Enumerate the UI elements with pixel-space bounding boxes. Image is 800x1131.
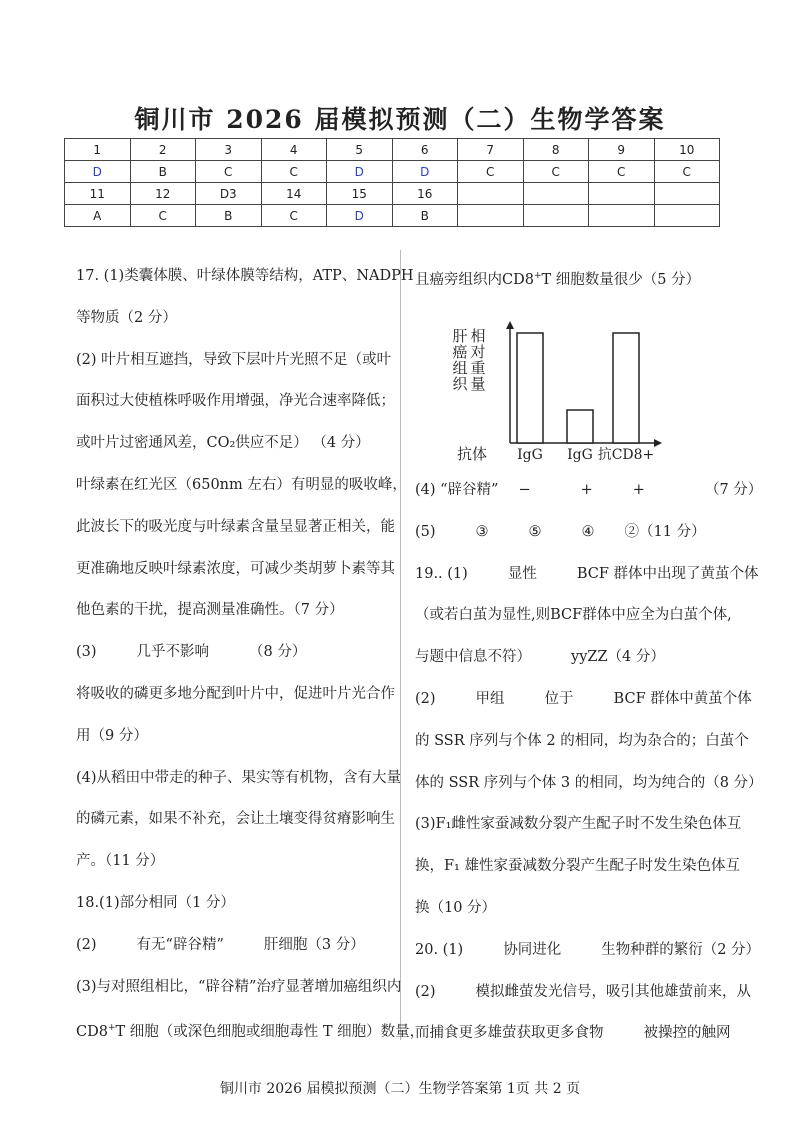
q18-4-value: + [632,482,645,498]
q18-4-line [415,470,763,512]
q20-2-answer: 模拟雌萤发光信号，吸引其他雄萤前来，从 [475,983,752,1000]
category-label: IgG [517,447,543,463]
q18-3-text: 且癌旁组织内CD8 [415,271,534,288]
q19-1-reason: 与题中信息不符） [415,649,531,666]
q18-5-item: ②（11 分） [624,523,706,540]
q19-2-answer: 位于 [544,690,574,707]
q18-2-number: (2) [76,936,97,953]
answer-table-cell: D [65,161,131,183]
answer-table-cell: 9 [589,139,655,161]
bar-2 [613,333,639,443]
answer-table-cell: C [458,161,524,183]
q20-line [415,1013,735,1055]
answer-table-cell: 5 [327,139,393,161]
q17-3-score: （8 分） [249,644,307,661]
answer-table-cell: 3 [196,139,262,161]
q17-line: 更准确地反映叶绿素浓度，可减少类胡萝卜素等其 [76,560,395,577]
q17-3-answer: 几乎不影响 [136,644,210,661]
answer-table-cell: A [65,205,131,227]
q19-2-number: (2) [415,690,436,707]
answer-table-row [65,205,720,227]
answer-table-cell: 8 [523,139,589,161]
answer-table-cell: C [196,161,262,183]
q19-1-number: 19.. (1) [415,565,468,582]
q20-2-number: (2) [415,983,436,1000]
answer-table-cell: 2 [130,139,196,161]
q17-line: 等物质（2 分） [76,309,177,326]
answer-table-cell: 14 [261,183,327,205]
right-column-lower [415,470,763,1055]
answer-table-cell: C [130,205,196,227]
q18-5-item: ③ [475,523,489,540]
answer-table-cell [654,205,720,227]
answer-table-cell: 10 [654,139,720,161]
bar-chart [432,315,732,475]
y-axis-arrow [506,321,514,329]
q19-line: 的 SSR 序列与个体 2 的相同，均为杂合的；白茧个 [415,732,749,749]
q17-line: 将吸收的磷更多地分配到叶片中，促进叶片光合作 [76,685,395,702]
q19-line: （或若白茧为显性,则BCF群体中应全为白茧个体, [415,607,732,624]
q19-line: 换（10 分） [415,899,497,916]
q19-line: 体的 SSR 序列与个体 3 的相同，均为纯合的（8 分） [415,774,763,791]
q18-5-item: ⑤ [528,523,542,540]
q17-line: (4)从稻田中带走的种子、果实等有机物，含有大量 [76,769,402,786]
q19-2-answer: 甲组 [475,690,505,707]
q19-line [415,637,735,679]
q18-line: (3)与对照组相比，“辟谷精”治疗显著增加癌组织内 [76,978,402,995]
answer-table-cell: C [261,161,327,183]
answer-table-cell: 16 [392,183,458,205]
answer-table-row [65,139,720,161]
q17-3-number: (3) [76,644,97,661]
q19-2-reason: BCF 群体中黄茧个体 [613,690,752,707]
answer-table-cell [589,183,655,205]
q18-line [415,256,735,302]
superscript: + [533,271,542,281]
answer-table-cell [523,183,589,205]
q17-line: 此波长下的吸光度与叶绿素含量呈显著正相关，能 [76,518,395,535]
q19-line: 换，F₁ 雄性家蚕减数分裂产生配子时发生染色体互 [415,858,740,875]
answer-table-cell: 7 [458,139,524,161]
q20-1-answer: 协同进化 [503,941,562,958]
answer-table-cell: C [589,161,655,183]
answer-table-cell: C [523,161,589,183]
answer-table-cell [458,183,524,205]
x-axis-arrow [654,439,662,447]
answer-table-cell: B [392,205,458,227]
q18-4-value: − [518,482,531,498]
answer-table-cell: 6 [392,139,458,161]
q18-4-score: （7 分） [704,482,763,498]
page-title: 铜川市 2026 届模拟预测（二）生物学答案 [134,105,666,134]
q18-2-answer-b: 肝细胞（3 分） [263,936,365,953]
q18-4-label: (4) “辟谷精” [415,482,499,498]
q18-2-answer-a: 有无“辟谷精” [136,936,224,953]
category-label: IgG [567,447,593,463]
answer-table-cell: D [392,161,458,183]
q19-1-genotype: yyZZ（4 分） [571,649,665,666]
left-column [76,256,425,1054]
answer-table-row [65,161,720,183]
q17-line: 或叶片过密通风差，CO₂供应不足） （4 分） [76,435,370,452]
q18-4-value: + [580,482,593,498]
cd8-text: CD8 [76,1024,108,1041]
q18-5-item: ④ [581,523,595,540]
page-footer: 铜川市 2026 届模拟预测（二）生物学答案第 1页 共 2 页 [219,1081,581,1097]
answer-table-cell: 12 [130,183,196,205]
q17-line: (2) 叶片相互遮挡，导致下层叶片光照不足（或叶 [76,351,392,368]
answer-table-cell: 1 [65,139,131,161]
y-axis-label: 相对重量 [470,327,486,393]
superscript: + [107,1023,116,1034]
q19-1-reason: BCF 群体中出现了黄茧个体 [576,565,759,582]
bar-0 [517,333,543,443]
q17-line: 的磷元素，如果不补充，会让土壤变得贫瘠影响生 [76,811,395,828]
q20-line [415,972,752,1014]
q18-3-text: T 细胞数量很少（5 分） [541,271,701,288]
answer-table-cell [458,205,524,227]
right-column [415,256,735,302]
q19-line [415,679,752,721]
x-row-label: 抗体 [456,445,488,463]
q18-5-line [415,512,735,554]
q20-1-answer: 生物种群的繁衍（2 分） [601,941,761,958]
q17-line: 他色素的干扰，提高测量准确性。（7 分） [76,602,344,619]
q18-line [76,925,394,967]
q18-5-item: (5) [415,523,436,540]
answer-table-row [65,183,720,205]
q20-2-answer: 被操控的触网 [643,1025,731,1042]
answer-table-cell: 11 [65,183,131,205]
q17-line: 面积过大使植株呼吸作用增强，净光合速率降低； [76,393,395,410]
q17-line: 17. (1)类囊体膜、叶绿体膜等结构，ATP、NADPH [76,268,414,284]
bar-1 [567,410,593,443]
answer-table-cell: C [261,205,327,227]
answer-table-cell: D3 [196,183,262,205]
answer-table-cell: 15 [327,183,393,205]
category-label: 抗CD8+ [597,447,655,463]
q20-1-number: 20. (1) [415,941,464,958]
answer-table-cell [654,183,720,205]
q17-line: 用（9 分） [76,727,148,744]
answer-table-cell: 4 [261,139,327,161]
q17-line: 叶绿素在红光区（650nm 左右）有明显的吸收峰， [76,476,407,493]
q17-line [76,632,394,674]
answer-table-cell: D [327,205,393,227]
q19-1-answer: 显性 [507,565,537,582]
q18-3-text: T 细胞（或深色细胞或细胞毒性 T 细胞）数量， [115,1024,425,1041]
q20-line [415,930,761,972]
y-axis-label: 肝癌组织 [452,327,468,393]
q20-2-answer: 而捕食更多雄萤获取更多食物 [415,1025,604,1042]
answer-table-cell: B [196,205,262,227]
answer-table-cell: D [327,161,393,183]
answer-table-cell [589,205,655,227]
q17-line: 产。（11 分） [76,853,165,870]
column-divider [400,250,401,1040]
q19-line [415,554,759,596]
answer-table-cell [523,205,589,227]
q18-line [76,1008,425,1054]
answer-table [64,138,720,227]
answer-table-cell: B [130,161,196,183]
q18-line: 18.(1)部分相同（1 分） [76,894,235,911]
q19-line: (3)F₁雌性家蚕减数分裂产生配子时不发生染色体互 [415,816,742,833]
answer-table-cell: C [654,161,720,183]
